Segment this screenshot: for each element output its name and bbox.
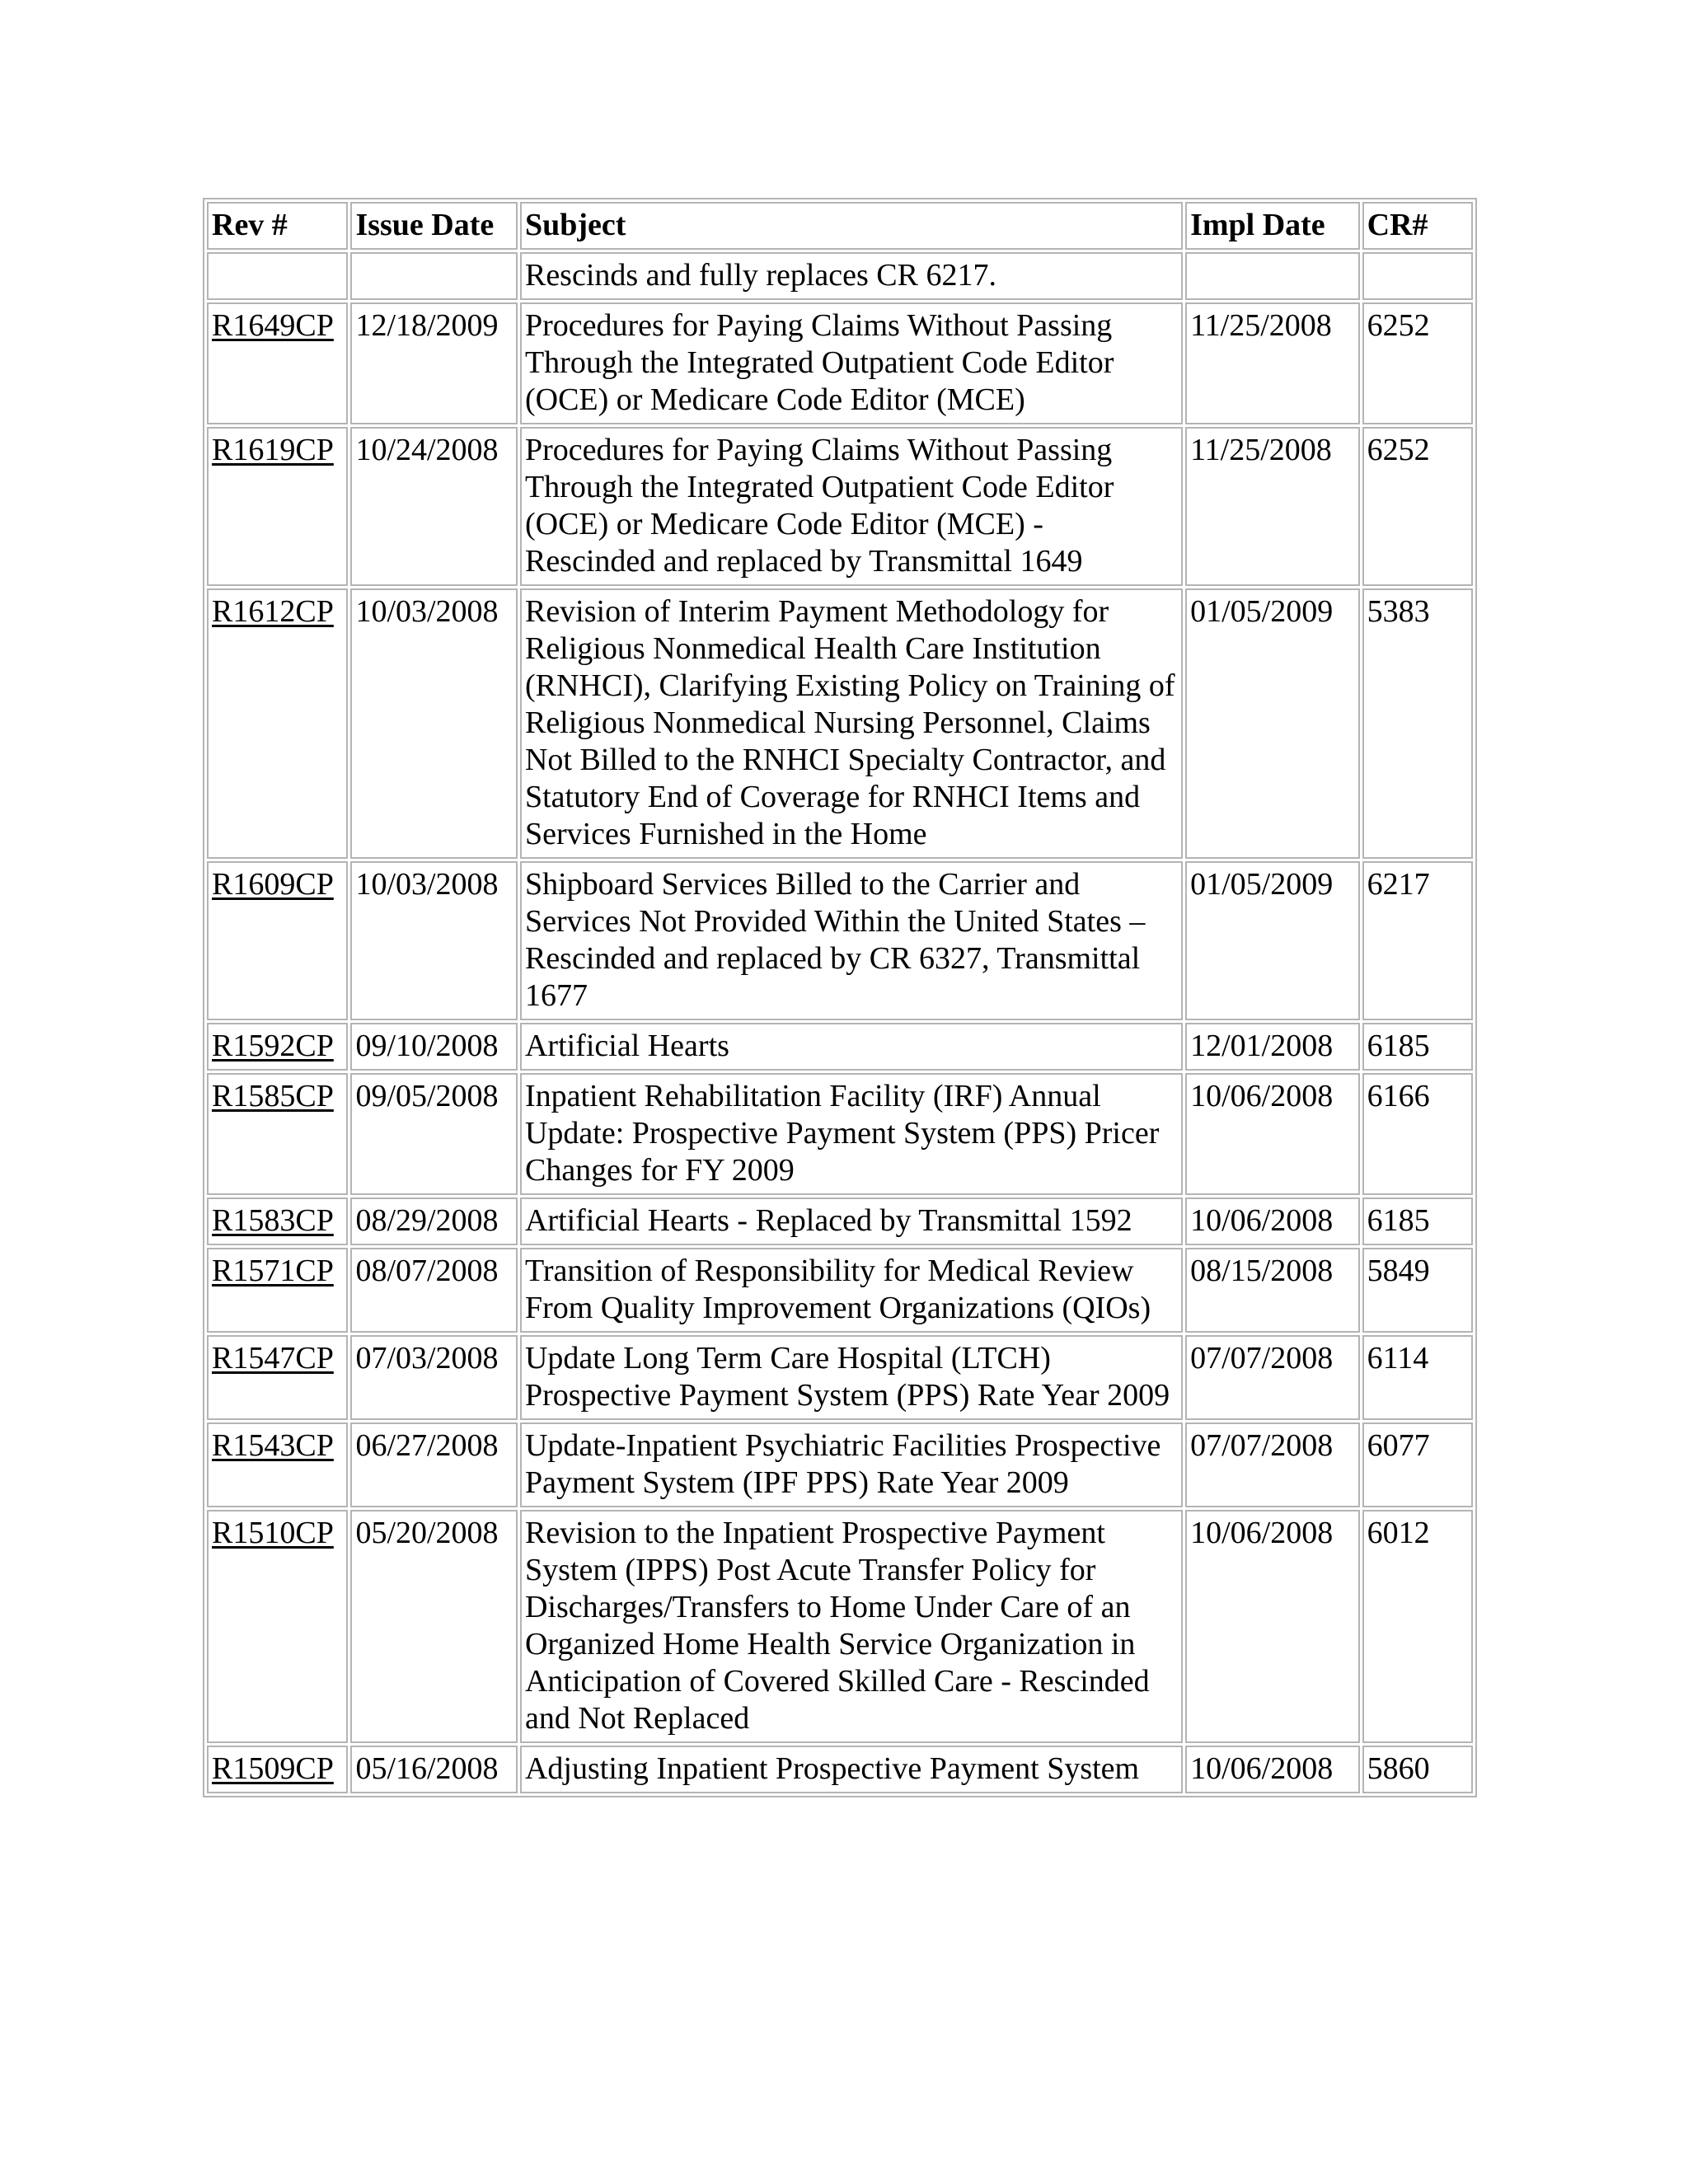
header-subject: Subject xyxy=(520,202,1183,250)
cr-cell: 6185 xyxy=(1362,1023,1473,1071)
subject-cell: Revision of Interim Payment Methodology for Religious Nonmedical Health Care Institution (RNHCI), Clarifying Existing Policy on Training of Religious Nonmedical Nursing Personnel, Claims Not Billed to the RNHCI Specialty Contractor, and Statutory End of Coverage for RNHCI Items and Services Furnished in the Home xyxy=(520,588,1183,859)
impl-date-cell: 10/06/2008 xyxy=(1185,1073,1360,1195)
impl-date-cell: 12/01/2008 xyxy=(1185,1023,1360,1071)
table-row xyxy=(207,1510,1473,1743)
rev-link[interactable]: R1585CP xyxy=(212,1079,334,1113)
rev-link[interactable]: R1583CP xyxy=(212,1203,334,1238)
impl-date-cell: 11/25/2008 xyxy=(1185,427,1360,586)
cr-cell: 6217 xyxy=(1362,861,1473,1020)
issue-date-cell: 08/29/2008 xyxy=(350,1197,518,1245)
cr-cell: 6252 xyxy=(1362,427,1473,586)
table-row xyxy=(207,1023,1473,1071)
impl-date-cell: 07/07/2008 xyxy=(1185,1422,1360,1507)
rev-cell xyxy=(207,1510,348,1743)
rev-link[interactable]: R1612CP xyxy=(212,594,334,629)
impl-date-cell: 11/25/2008 xyxy=(1185,302,1360,424)
rev-cell xyxy=(207,1335,348,1420)
issue-date-cell: 05/20/2008 xyxy=(350,1510,518,1743)
cr-cell xyxy=(1362,252,1473,300)
table-body xyxy=(207,252,1473,1793)
rev-link[interactable]: R1543CP xyxy=(212,1428,334,1463)
rev-cell xyxy=(207,427,348,586)
issue-date-cell: 10/24/2008 xyxy=(350,427,518,586)
header-row xyxy=(207,202,1473,250)
header-issue-date: Issue Date xyxy=(350,202,518,250)
cr-cell: 6114 xyxy=(1362,1335,1473,1420)
subject-cell: Transition of Responsibility for Medical Review From Quality Improvement Organizations (QIOs) xyxy=(520,1248,1183,1333)
cr-cell: 5849 xyxy=(1362,1248,1473,1333)
header-rev: Rev # xyxy=(207,202,348,250)
rev-cell xyxy=(207,1422,348,1507)
rev-cell xyxy=(207,1023,348,1071)
rev-cell xyxy=(207,1073,348,1195)
table-row xyxy=(207,1248,1473,1333)
subject-cell: Procedures for Paying Claims Without Passing Through the Integrated Outpatient Code Editor (OCE) or Medicare Code Editor (MCE) xyxy=(520,302,1183,424)
rev-link[interactable]: R1547CP xyxy=(212,1341,334,1376)
header-impl-date: Impl Date xyxy=(1185,202,1360,250)
table-row xyxy=(207,252,1473,300)
issue-date-cell: 10/03/2008 xyxy=(350,588,518,859)
subject-cell: Update Long Term Care Hospital (LTCH) Prospective Payment System (PPS) Rate Year 2009 xyxy=(520,1335,1183,1420)
subject-cell: Revision to the Inpatient Prospective Payment System (IPPS) Post Acute Transfer Policy for Discharges/Transfers to Home Under Care of an Organized Home Health Service Organization in Anticipation of Covered Skilled Care - Rescinded and Not Replaced xyxy=(520,1510,1183,1743)
table-row xyxy=(207,1746,1473,1793)
cr-cell: 6012 xyxy=(1362,1510,1473,1743)
table-row xyxy=(207,1073,1473,1195)
table-row xyxy=(207,1422,1473,1507)
subject-cell: Adjusting Inpatient Prospective Payment System xyxy=(520,1746,1183,1793)
subject-cell: Artificial Hearts - Replaced by Transmittal 1592 xyxy=(520,1197,1183,1245)
rev-link[interactable]: R1592CP xyxy=(212,1029,334,1063)
rev-cell xyxy=(207,588,348,859)
impl-date-cell: 08/15/2008 xyxy=(1185,1248,1360,1333)
cr-cell: 6252 xyxy=(1362,302,1473,424)
cr-cell: 5383 xyxy=(1362,588,1473,859)
subject-cell: Procedures for Paying Claims Without Passing Through the Integrated Outpatient Code Editor (OCE) or Medicare Code Editor (MCE) - Rescinded and replaced by Transmittal 1649 xyxy=(520,427,1183,586)
subject-cell: Artificial Hearts xyxy=(520,1023,1183,1071)
subject-cell: Inpatient Rehabilitation Facility (IRF) Annual Update: Prospective Payment System (PPS) Pricer Changes for FY 2009 xyxy=(520,1073,1183,1195)
header-cr: CR# xyxy=(1362,202,1473,250)
issue-date-cell: 12/18/2009 xyxy=(350,302,518,424)
table-row xyxy=(207,302,1473,424)
issue-date-cell xyxy=(350,252,518,300)
issue-date-cell: 09/10/2008 xyxy=(350,1023,518,1071)
cr-cell: 6166 xyxy=(1362,1073,1473,1195)
subject-cell: Update-Inpatient Psychiatric Facilities Prospective Payment System (IPF PPS) Rate Year 2009 xyxy=(520,1422,1183,1507)
rev-cell xyxy=(207,1248,348,1333)
rev-cell xyxy=(207,252,348,300)
rev-link[interactable]: R1619CP xyxy=(212,433,334,467)
impl-date-cell xyxy=(1185,252,1360,300)
table-row xyxy=(207,1335,1473,1420)
table-row xyxy=(207,588,1473,859)
subject-cell: Shipboard Services Billed to the Carrier and Services Not Provided Within the United States – Rescinded and replaced by CR 6327, Transmittal 1677 xyxy=(520,861,1183,1020)
impl-date-cell: 01/05/2009 xyxy=(1185,588,1360,859)
impl-date-cell: 10/06/2008 xyxy=(1185,1746,1360,1793)
rev-cell xyxy=(207,861,348,1020)
cr-cell: 5860 xyxy=(1362,1746,1473,1793)
cr-cell: 6077 xyxy=(1362,1422,1473,1507)
rev-cell xyxy=(207,1197,348,1245)
issue-date-cell: 07/03/2008 xyxy=(350,1335,518,1420)
rev-link[interactable]: R1649CP xyxy=(212,308,334,343)
rev-cell xyxy=(207,1746,348,1793)
rev-link[interactable]: R1609CP xyxy=(212,867,334,902)
issue-date-cell: 09/05/2008 xyxy=(350,1073,518,1195)
impl-date-cell: 10/06/2008 xyxy=(1185,1510,1360,1743)
cr-cell: 6185 xyxy=(1362,1197,1473,1245)
table-row xyxy=(207,1197,1473,1245)
rev-link[interactable]: R1509CP xyxy=(212,1751,334,1786)
table-row xyxy=(207,427,1473,586)
issue-date-cell: 05/16/2008 xyxy=(350,1746,518,1793)
transmittals-table xyxy=(203,198,1477,1797)
impl-date-cell: 10/06/2008 xyxy=(1185,1197,1360,1245)
subject-cell: Rescinds and fully replaces CR 6217. xyxy=(520,252,1183,300)
issue-date-cell: 10/03/2008 xyxy=(350,861,518,1020)
rev-link[interactable]: R1571CP xyxy=(212,1254,334,1288)
issue-date-cell: 08/07/2008 xyxy=(350,1248,518,1333)
table-row xyxy=(207,861,1473,1020)
rev-link[interactable]: R1510CP xyxy=(212,1516,334,1550)
impl-date-cell: 07/07/2008 xyxy=(1185,1335,1360,1420)
impl-date-cell: 01/05/2009 xyxy=(1185,861,1360,1020)
issue-date-cell: 06/27/2008 xyxy=(350,1422,518,1507)
rev-cell xyxy=(207,302,348,424)
